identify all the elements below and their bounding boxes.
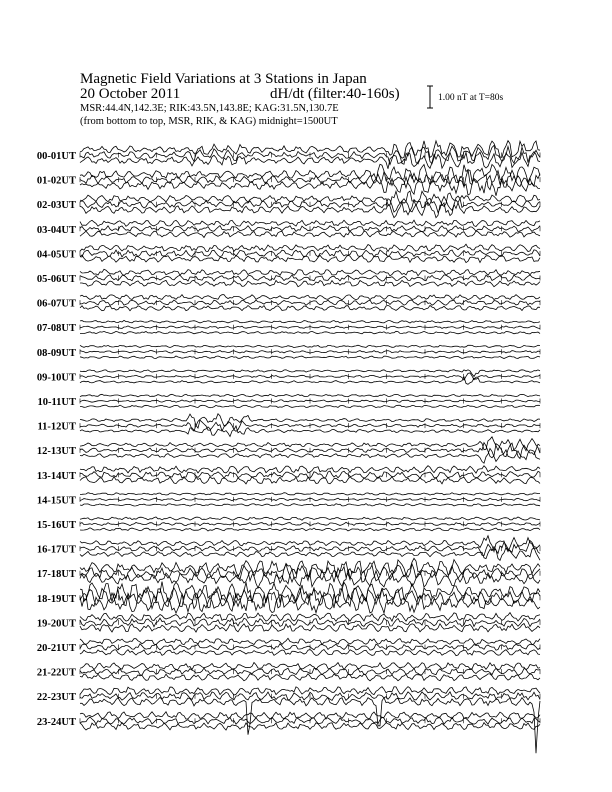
trace-msr bbox=[80, 674, 540, 681]
hour-row-label: 19-20UT bbox=[36, 618, 76, 630]
hour-row-label: 01-02UT bbox=[36, 175, 76, 187]
hour-row-label: 09-10UT bbox=[36, 372, 76, 384]
trace-kag bbox=[80, 320, 540, 323]
hour-row-label: 10-11UT bbox=[37, 397, 76, 408]
trace-kag bbox=[80, 663, 540, 670]
hour-row-label: 07-08UT bbox=[36, 323, 76, 335]
hour-row-label: 02-03UT bbox=[36, 200, 76, 212]
hour-row-label: 21-22UT bbox=[36, 667, 76, 679]
hour-row-label: 20-21UT bbox=[36, 643, 76, 654]
station-order-note: (from bottom to top, MSR, RIK, & KAG) midnight=1500UT bbox=[80, 116, 338, 127]
hour-row-label: 13-14UT bbox=[36, 470, 76, 482]
chart-quantity: dH/dt (filter:40-160s) bbox=[270, 86, 400, 102]
chart-date: 20 October 2011 bbox=[80, 86, 181, 102]
hour-row-label: 05-06UT bbox=[36, 274, 76, 285]
trace-kag bbox=[80, 493, 540, 495]
trace-kag bbox=[80, 517, 540, 520]
trace-msr bbox=[80, 405, 540, 408]
trace-rik bbox=[80, 717, 540, 724]
trace-kag bbox=[80, 712, 540, 719]
trace-kag bbox=[80, 638, 540, 644]
hour-row-label: 15-16UT bbox=[36, 520, 76, 531]
hour-row-label: 06-07UT bbox=[36, 298, 76, 310]
trace-msr bbox=[80, 528, 540, 531]
hour-row-label: 00-01UT bbox=[36, 151, 76, 162]
hour-row-label: 14-15UT bbox=[36, 495, 76, 507]
chart-title: Magnetic Field Variations at 3 Stations in Japan bbox=[80, 71, 367, 87]
hour-row-label: 04-05UT bbox=[36, 249, 76, 261]
trace-msr bbox=[80, 356, 540, 359]
trace-kag bbox=[80, 244, 540, 252]
trace-msr bbox=[80, 231, 540, 238]
trace-kag bbox=[80, 466, 540, 473]
trace-msr bbox=[80, 255, 540, 263]
trace-msr bbox=[80, 650, 540, 656]
hour-row-label: 23-24UT bbox=[36, 716, 76, 728]
hour-row-label: 11-12UT bbox=[37, 421, 76, 433]
trace-kag bbox=[80, 295, 540, 300]
trace-kag bbox=[80, 345, 540, 347]
hour-row-label: 16-17UT bbox=[36, 544, 76, 556]
station-coordinates: MSR:44.4N,142.3E; RIK:43.5N,143.8E; KAG:31.5N,130.7E bbox=[80, 103, 339, 114]
trace-rik bbox=[80, 420, 540, 431]
scale-label: 1.00 nT at T=80s bbox=[438, 93, 504, 103]
hour-row-label: 22-23UT bbox=[36, 692, 76, 704]
hour-row-label: 08-09UT bbox=[36, 347, 76, 359]
trace-msr bbox=[80, 723, 540, 731]
trace-msr bbox=[80, 305, 540, 310]
trace-kag bbox=[80, 269, 540, 276]
hour-row-label: 03-04UT bbox=[36, 224, 76, 236]
trace-kag bbox=[80, 394, 540, 397]
hour-row-label: 18-19UT bbox=[36, 593, 76, 605]
trace-msr bbox=[80, 331, 540, 334]
trace-kag bbox=[80, 220, 540, 226]
trace-msr bbox=[80, 504, 540, 507]
trace-msr bbox=[80, 280, 540, 286]
hour-row-label: 17-18UT bbox=[36, 569, 76, 581]
hour-row-label: 12-13UT bbox=[36, 446, 76, 458]
